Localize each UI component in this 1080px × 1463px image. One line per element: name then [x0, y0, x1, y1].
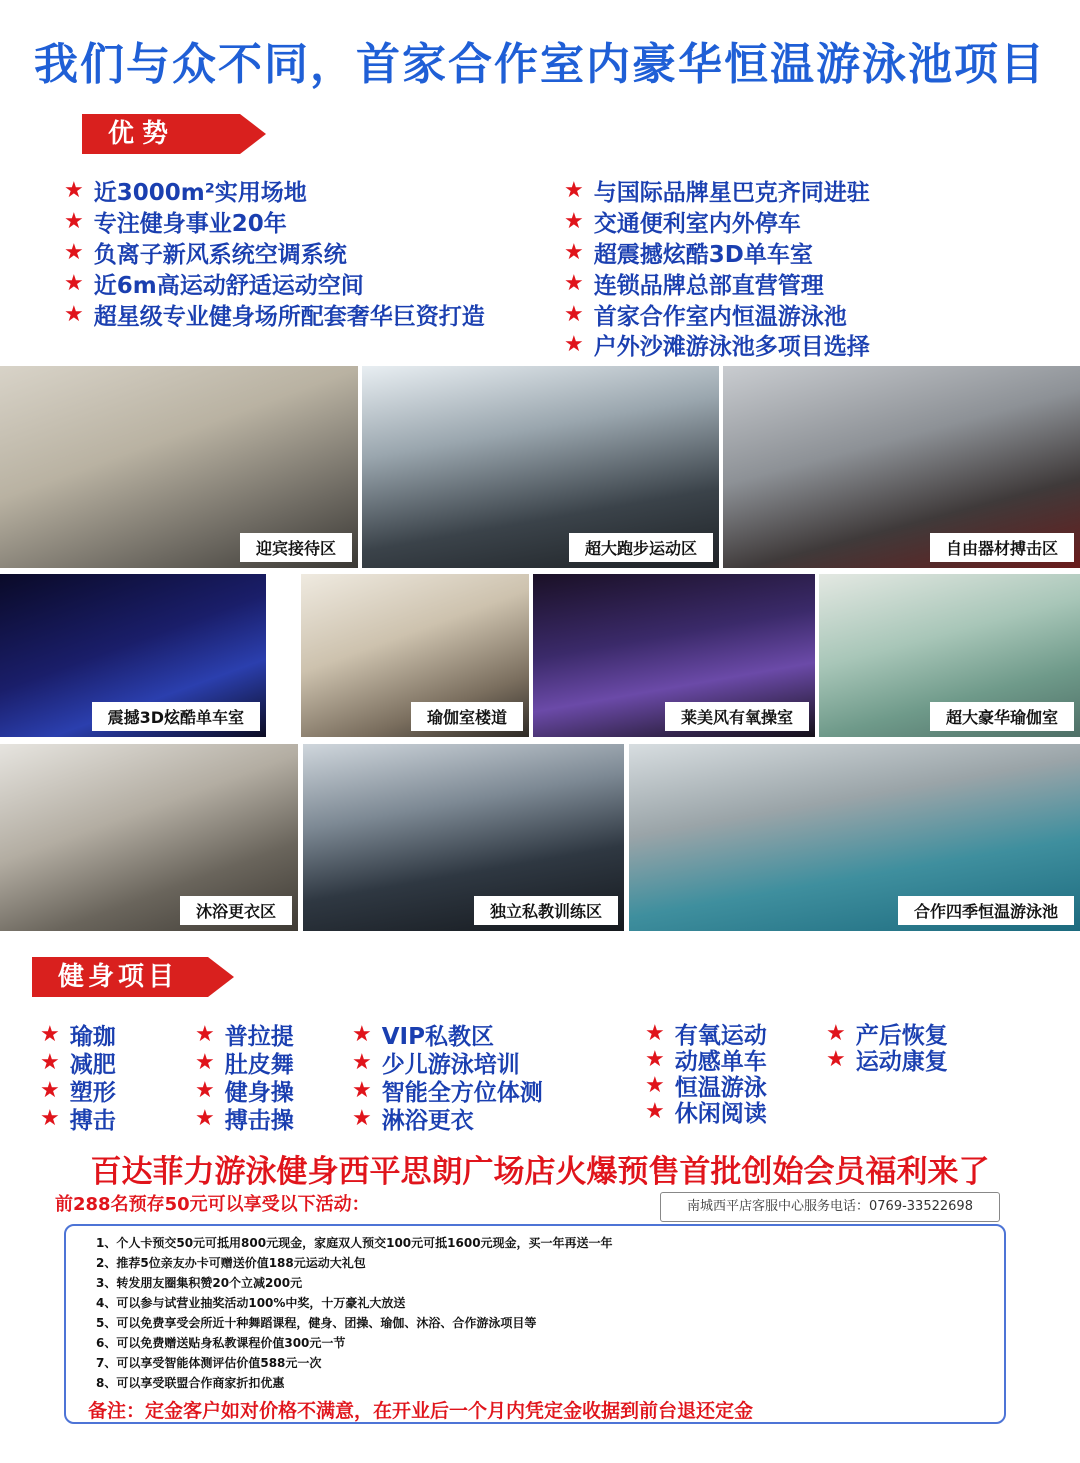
star-icon: ★	[564, 240, 584, 265]
advantages-label: 优势	[108, 119, 177, 149]
star-icon: ★	[352, 1021, 372, 1047]
photo-caption: 合作四季恒温游泳池	[898, 896, 1074, 925]
project-item: ★ 运动康复	[826, 1046, 948, 1075]
star-icon: ★	[826, 1046, 846, 1072]
star-icon: ★	[352, 1105, 372, 1131]
projects-label: 健身项目	[58, 962, 179, 992]
benefit-item: 6、可以免费赠送贴身私教课程价值300元一节	[96, 1336, 346, 1350]
star-icon: ★	[195, 1049, 215, 1075]
service-phone: 南城西平店客服中心服务电话：0769-33522698	[660, 1192, 1000, 1222]
benefit-item: 8、可以享受联盟合作商家折扣优惠	[96, 1376, 285, 1390]
advantage-item: ★ 专注健身事业20年	[64, 209, 287, 237]
photo-caption: 独立私教训练区	[474, 896, 618, 925]
photo-caption: 超大跑步运动区	[569, 533, 713, 562]
star-icon: ★	[64, 240, 84, 265]
photo-personal-training	[303, 744, 624, 931]
photo-locker-room	[0, 744, 298, 931]
photo-swimming-pool	[629, 744, 1080, 931]
project-item: ★ 休闲阅读	[645, 1098, 767, 1127]
deposit-note: 备注：定金客户如对价格不满意，在开业后一个月内凭定金收据到前台退还定金	[88, 1400, 754, 1422]
promo-subtitle: 前288名预存50元可以享受以下活动：	[55, 1194, 370, 1215]
promo-title: 百达菲力游泳健身西平思朗广场店火爆预售首批创始会员福利来了	[90, 1154, 990, 1190]
project-item: ★ 健身操	[195, 1077, 294, 1106]
project-item: ★ 少儿游泳培训	[352, 1049, 520, 1078]
advantage-item: ★ 负离子新风系统空调系统	[64, 240, 347, 268]
advantage-item: ★ 近3000m²实用场地	[64, 178, 307, 206]
project-item: ★ 产后恢复	[826, 1020, 948, 1049]
benefit-item: 3、转发朋友圈集积赞20个立减200元	[96, 1276, 303, 1290]
star-icon: ★	[195, 1105, 215, 1131]
page-title: 我们与众不同，首家合作室内豪华恒温游泳池项目	[34, 39, 1046, 90]
advantages-ribbon	[82, 114, 240, 154]
star-icon: ★	[564, 302, 584, 327]
advantage-item: ★ 与国际品牌星巴克齐同进驻	[564, 178, 870, 206]
photo-3d-spinning-room	[0, 574, 266, 737]
project-item: ★ 动感单车	[645, 1046, 767, 1075]
star-icon: ★	[40, 1021, 60, 1047]
benefit-item: 7、可以享受智能体测评估价值588元一次	[96, 1356, 322, 1370]
projects-col-4	[645, 1020, 767, 1127]
advantages-right-list	[564, 175, 870, 358]
photo-caption: 沐浴更衣区	[180, 896, 292, 925]
advantage-item: ★ 户外沙滩游泳池多项目选择	[564, 331, 870, 360]
star-icon: ★	[40, 1105, 60, 1131]
photo-caption: 莱美风有氧操室	[665, 702, 809, 731]
star-icon: ★	[645, 1098, 665, 1124]
benefit-item: 2、推荐5位亲友办卡可赠送价值188元运动大礼包	[96, 1256, 366, 1270]
star-icon: ★	[352, 1049, 372, 1075]
advantage-item: ★ 交通便利室内外停车	[564, 209, 801, 237]
project-item: ★ 恒温游泳	[645, 1072, 767, 1101]
project-item: ★ 有氧运动	[645, 1020, 767, 1049]
advantage-item: ★ 超震撼炫酷3D单车室	[564, 240, 813, 268]
photo-aerobics-room	[533, 574, 815, 737]
star-icon: ★	[564, 271, 584, 296]
photo-caption: 超大豪华瑜伽室	[930, 702, 1074, 731]
photo-treadmill-area	[362, 366, 719, 568]
photo-yoga-stairway	[301, 574, 529, 737]
photo-caption: 瑜伽室楼道	[411, 702, 523, 731]
star-icon: ★	[40, 1049, 60, 1075]
advantage-item: ★ 超星级专业健身场所配套奢华巨资打造	[64, 302, 485, 330]
star-icon: ★	[564, 209, 584, 234]
project-item: ★ 普拉提	[195, 1021, 294, 1050]
photo-yoga-room	[819, 574, 1080, 737]
project-item: ★ 减肥	[40, 1049, 116, 1078]
projects-col-3	[352, 1020, 543, 1132]
star-icon: ★	[564, 331, 584, 357]
star-icon: ★	[645, 1046, 665, 1072]
star-icon: ★	[195, 1021, 215, 1047]
project-item: ★ 淋浴更衣	[352, 1105, 474, 1134]
projects-col-5	[826, 1020, 948, 1075]
advantage-item: ★ 近6m高运动舒适运动空间	[64, 271, 364, 299]
star-icon: ★	[645, 1072, 665, 1098]
star-icon: ★	[64, 271, 84, 296]
projects-col-2	[195, 1020, 294, 1132]
project-item: ★ 搏击	[40, 1105, 116, 1134]
star-icon: ★	[64, 178, 84, 203]
star-icon: ★	[64, 302, 84, 327]
benefit-item: 4、可以参与试营业抽奖活动100%中奖，十万豪礼大放送	[96, 1296, 406, 1310]
photo-reception	[0, 366, 358, 568]
projects-col-1	[40, 1020, 116, 1132]
benefit-item: 5、可以免费享受会所近十种舞蹈课程，健身、团操、瑜伽、沐浴、合作游泳项目等	[96, 1316, 537, 1330]
project-item: ★ VIP私教区	[352, 1021, 494, 1050]
photo-caption: 迎宾接待区	[240, 533, 352, 562]
star-icon: ★	[564, 178, 584, 203]
benefits-box	[64, 1224, 1006, 1424]
project-item: ★ 塑形	[40, 1077, 116, 1106]
photo-caption: 震撼3D炫酷单车室	[92, 702, 260, 731]
benefit-item: 1、个人卡预交50元可抵用800元现金，家庭双人预交100元可抵1600元现金，买一年再送一年	[96, 1236, 613, 1250]
star-icon: ★	[64, 209, 84, 234]
star-icon: ★	[352, 1077, 372, 1103]
project-item: ★ 智能全方位体测	[352, 1077, 543, 1106]
star-icon: ★	[195, 1077, 215, 1103]
advantage-item: ★ 连锁品牌总部直营管理	[564, 271, 824, 299]
star-icon: ★	[40, 1077, 60, 1103]
star-icon: ★	[826, 1020, 846, 1046]
project-item: ★ 瑜珈	[40, 1021, 116, 1050]
star-icon: ★	[645, 1020, 665, 1046]
project-item: ★ 肚皮舞	[195, 1049, 294, 1078]
photo-caption: 自由器材搏击区	[930, 533, 1074, 562]
advantage-item: ★ 首家合作室内恒温游泳池	[564, 302, 847, 330]
photo-free-weights-boxing	[723, 366, 1080, 568]
projects-ribbon	[32, 957, 208, 997]
advantages-left-list	[64, 175, 485, 330]
project-item: ★ 搏击操	[195, 1105, 294, 1134]
